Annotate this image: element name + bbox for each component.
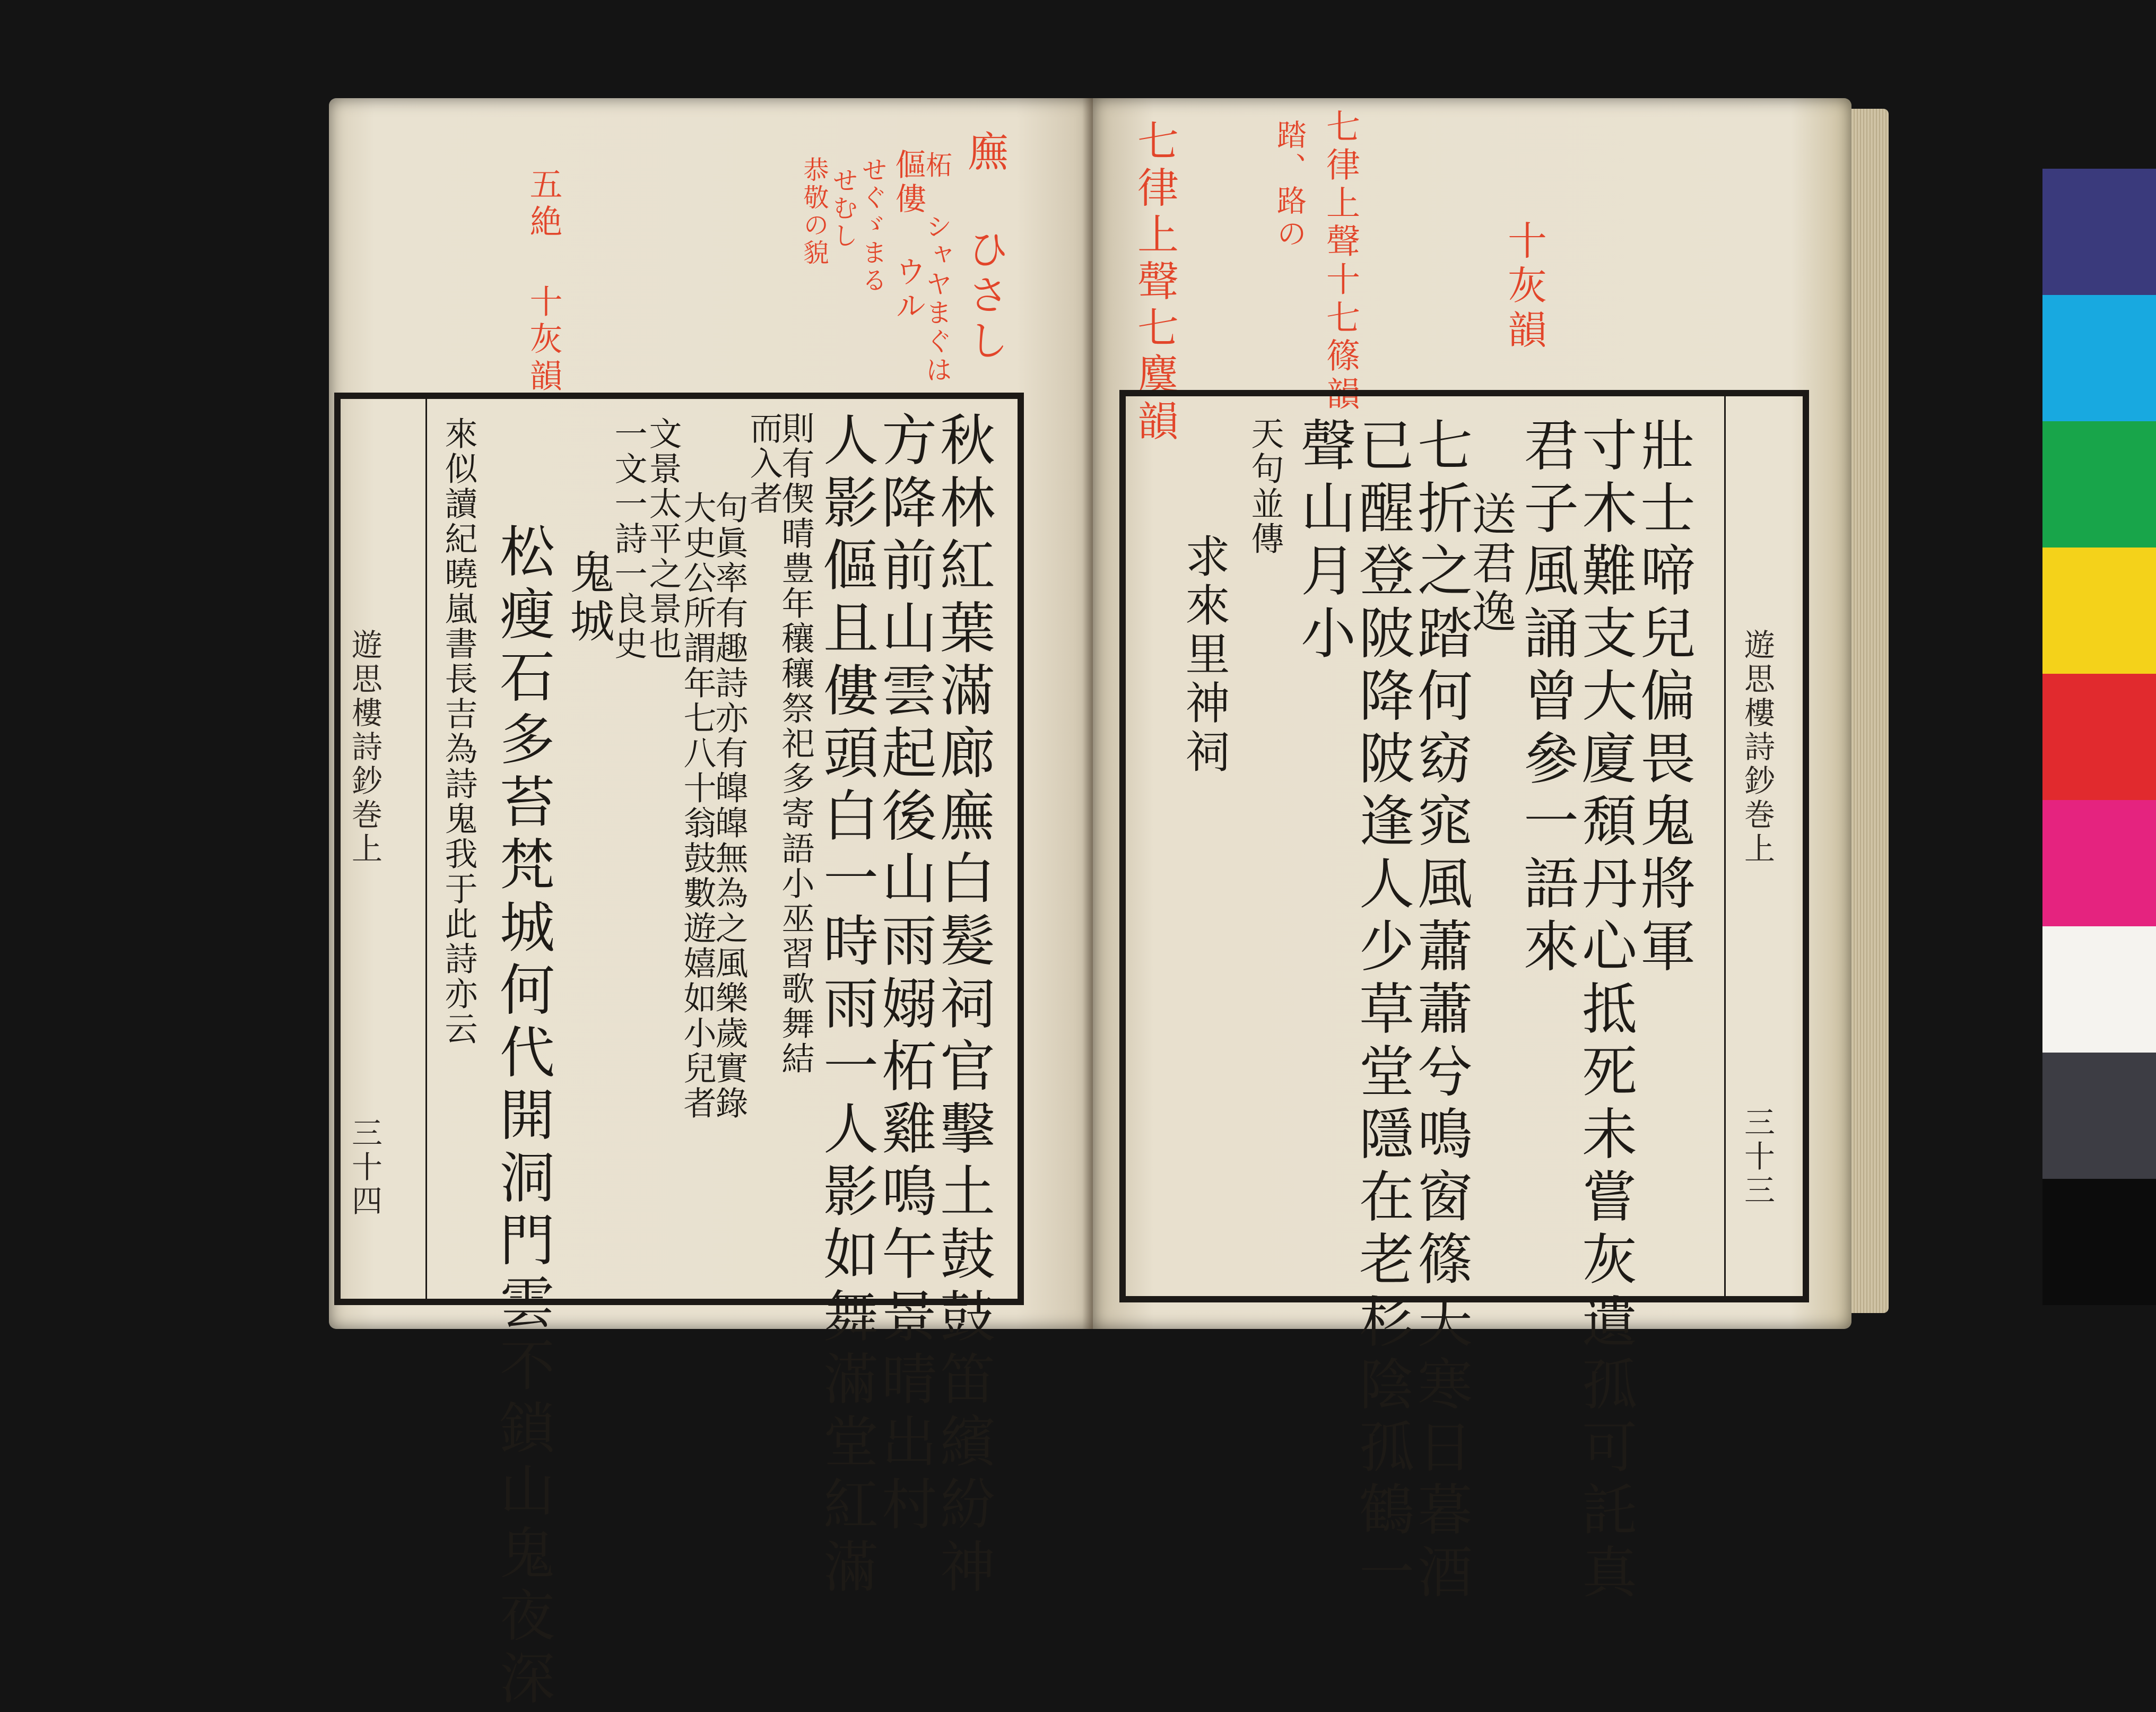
red-note-gozetsu: 五絶 十灰韻: [524, 167, 563, 396]
poem-title: 鬼城: [563, 549, 615, 647]
color-swatch: [2042, 800, 2156, 926]
poem-title: 送君逸: [1465, 491, 1517, 637]
text-column: 寸木難支大廈頹丹心抵死未嘗灰遺孤可託真: [1572, 416, 1637, 1606]
color-checker: [2042, 169, 2156, 1305]
margin-title: 遊思樓詩鈔巻上: [346, 629, 382, 866]
red-note-jukai: 十灰韻: [1501, 220, 1547, 354]
color-swatch: [2042, 169, 2156, 295]
red-note-segumaru: せぐゞまる: [857, 157, 887, 294]
color-swatch: [2042, 1179, 2156, 1305]
open-book: [329, 98, 1851, 1712]
red-note-shichiritsu: 七律上聲七麌韻: [1131, 119, 1178, 446]
frame-margin-rule: [1724, 396, 1726, 1296]
red-note-shichiritsu-2: 七律上聲十七篠韻: [1320, 109, 1360, 414]
text-column: 大史公所謂年七八十翁鼓數遊嬉如小兒者: [678, 491, 717, 1121]
left-page: [329, 98, 1093, 1712]
text-column: 聲山月小: [1291, 416, 1356, 667]
text-column: 而入者: [744, 411, 783, 516]
color-swatch: [2042, 926, 2156, 1053]
text-column: 人影傴且僂頭白一時雨一人影如舞滿堂紅滿: [814, 411, 879, 1601]
color-swatch: [2042, 1053, 2156, 1179]
text-column: 來似讀紀曉嵐書長吉為詩鬼我于此詩亦云: [439, 416, 478, 1047]
poem-title: 求來里神祠: [1178, 533, 1230, 777]
right-page: [1093, 98, 1851, 1606]
text-column: 壯士啼兒偏畏鬼將軍: [1631, 416, 1696, 980]
text-column: 方降前山雲起後山雨嫋柘雞鳴午景晴出村: [872, 411, 937, 1538]
red-note-uru: 傴僂 ウル: [890, 149, 926, 324]
red-note-kyokei: 恭敬の貌: [799, 157, 829, 267]
text-column: 則有偰晴豊年穰穰祭祀多寄語小巫習歌舞結: [776, 411, 815, 1076]
text-column: 天句並傳: [1246, 416, 1284, 557]
red-note-hisashi: 廡 ひさし: [961, 130, 1009, 364]
text-column: 秋林紅葉滿廊廡白髮祠官擊土鼓鼓笛繽紛神: [931, 411, 995, 1601]
margin-title: 遊思樓詩鈔巻上: [1739, 629, 1775, 866]
text-column: 君子風誦曾參一語來: [1514, 416, 1579, 980]
red-note-toro: 踏、路の: [1272, 119, 1307, 251]
text-column: 七折之踏何窈窕風蕭蕭兮鳴窗篠天寒日暮酒: [1408, 416, 1473, 1606]
page-edges: [1851, 109, 1889, 1313]
color-swatch: [2042, 548, 2156, 674]
color-swatch: [2042, 674, 2156, 800]
text-column: 已醒登陂降陂逢人少草堂隱在老杉陰孤鶴一: [1350, 416, 1414, 1606]
text-column: 文景太平之景也: [644, 416, 682, 662]
page-number: 三十四: [346, 1117, 382, 1219]
text-column: 句眞率有趣詩亦有皥皥無為之風樂歲實錄: [710, 491, 749, 1121]
red-note-semushi: せむし: [828, 167, 858, 250]
text-column: 一文一詩一良史: [609, 416, 648, 662]
red-note-tsuge: 柘 シャヤまぐは: [921, 151, 952, 385]
color-swatch: [2042, 295, 2156, 421]
text-column: 松瘦石多苔梵城何代開洞門雲不鎖山鬼夜深: [490, 523, 555, 1712]
page-number: 三十三: [1739, 1106, 1775, 1208]
frame-margin-rule: [425, 399, 427, 1299]
color-swatch: [2042, 421, 2156, 548]
